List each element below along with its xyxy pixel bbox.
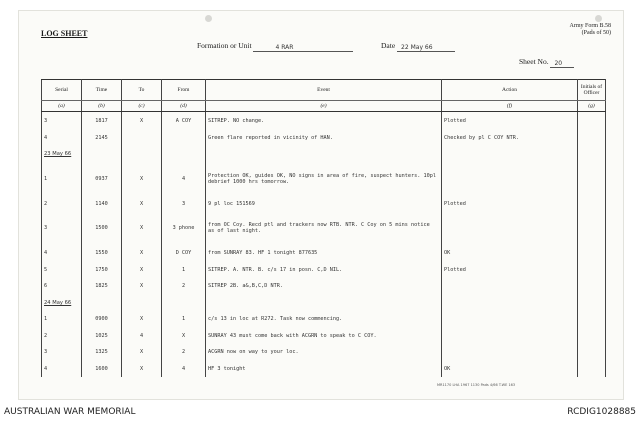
cell-to — [122, 129, 162, 146]
date-heading: 24 May 66 — [44, 299, 72, 306]
cell-time: 1750 — [82, 261, 122, 278]
cell-from: 4 — [162, 360, 206, 377]
cell-to: X — [122, 261, 162, 278]
cell-from: 2 — [162, 278, 206, 295]
cell-action: Plotted — [442, 261, 578, 278]
date-heading: 23 May 66 — [44, 151, 72, 158]
cell-serial: 1 — [42, 162, 82, 195]
cell-action: OK — [442, 245, 578, 262]
cell-initials — [578, 212, 606, 245]
cell-to: X — [122, 360, 162, 377]
cell-time: 2145 — [82, 129, 122, 146]
cell-initials — [578, 327, 606, 344]
cell-serial: 3 — [42, 212, 82, 245]
table-row — [42, 245, 606, 262]
table-header — [42, 80, 606, 101]
cell-time: 1025 — [82, 327, 122, 344]
cell-event: from SUNRAY 83. HF 1 tonight 877635 — [206, 245, 442, 262]
cell-from — [162, 129, 206, 146]
punch-hole — [595, 15, 602, 22]
cell-to: X — [122, 245, 162, 262]
log-table — [41, 79, 606, 377]
cell-time: 0937 — [82, 162, 122, 195]
cell-event: ACGRN now on way to your loc. — [206, 344, 442, 361]
table-row — [42, 261, 606, 278]
cell-to: X — [122, 212, 162, 245]
cell-action — [442, 311, 578, 328]
cell-to: X — [122, 278, 162, 295]
date-row — [42, 146, 606, 163]
punch-hole — [205, 15, 212, 22]
cell-from: 3 phone — [162, 212, 206, 245]
caption-right: RCDIG1028885 — [567, 407, 636, 417]
cell-action: OK — [442, 360, 578, 377]
table-row — [42, 311, 606, 328]
cell-from: 4 — [162, 162, 206, 195]
table-row — [42, 212, 606, 245]
date-row — [42, 294, 606, 311]
cell-to: X — [122, 344, 162, 361]
cell-to: X — [122, 195, 162, 212]
cell-serial: 2 — [42, 327, 82, 344]
column-header: Event — [206, 80, 442, 101]
cell-time: 1825 — [82, 278, 122, 295]
table-row — [42, 129, 606, 146]
column-letter: (g) — [578, 101, 606, 112]
column-letter: (a) — [42, 101, 82, 112]
cell-action — [442, 212, 578, 245]
page-title: LOG SHEET — [41, 29, 88, 38]
cell-event: SITREP. A. NTR. B. c/s 17 in posn. C,D NIL. — [206, 261, 442, 278]
cell-time: 1817 — [82, 112, 122, 130]
cell-initials — [578, 278, 606, 295]
column-letter: (b) — [82, 101, 122, 112]
column-header: Initials of Officer — [578, 80, 606, 101]
cell-initials — [578, 261, 606, 278]
table-row — [42, 195, 606, 212]
table-header-letters — [42, 101, 606, 112]
column-letter: (c) — [122, 101, 162, 112]
cell-action: Checked by pl C COY NTR. — [442, 129, 578, 146]
column-header: Serial — [42, 80, 82, 101]
cell-action — [442, 162, 578, 195]
date-field: Date 22 May 66 — [381, 41, 455, 51]
cell-event: SUNRAY 43 must come back with ACGRN to speak to C COY. — [206, 327, 442, 344]
cell-event: SITREP 2B. a&,B,C,D NTR. — [206, 278, 442, 295]
cell-to: 4 — [122, 327, 162, 344]
cell-action — [442, 278, 578, 295]
cell-event: 9 pl loc 151569 — [206, 195, 442, 212]
cell-to: X — [122, 112, 162, 130]
cell-serial: 5 — [42, 261, 82, 278]
cell-initials — [578, 195, 606, 212]
cell-to: X — [122, 162, 162, 195]
cell-serial: 4 — [42, 360, 82, 377]
cell-action — [442, 344, 578, 361]
cell-to: X — [122, 311, 162, 328]
cell-serial: 2 — [42, 195, 82, 212]
cell-action: Plotted — [442, 195, 578, 212]
cell-serial: 6 — [42, 278, 82, 295]
cell-event: HF 3 tonight — [206, 360, 442, 377]
log-sheet-page — [18, 10, 624, 400]
cell-serial: 3 — [42, 344, 82, 361]
cell-initials — [578, 112, 606, 130]
cell-initials — [578, 344, 606, 361]
table-row — [42, 327, 606, 344]
cell-initials — [578, 162, 606, 195]
cell-from: 1 — [162, 311, 206, 328]
cell-from: 2 — [162, 344, 206, 361]
log-entries — [42, 112, 606, 378]
print-line: MR1170 LHA 1967 1130 Pads 4/66 T.WE 163 — [437, 383, 516, 387]
table-row — [42, 360, 606, 377]
cell-event: SITREP. NO change. — [206, 112, 442, 130]
cell-serial: 4 — [42, 129, 82, 146]
column-header: Action — [442, 80, 578, 101]
table-row — [42, 162, 606, 195]
column-header: To — [122, 80, 162, 101]
cell-serial: 4 — [42, 245, 82, 262]
army-form-label: Army Form B.58 (Pads of 50) — [569, 23, 611, 36]
cell-time: 1140 — [82, 195, 122, 212]
column-header: From — [162, 80, 206, 101]
column-letter: (e) — [206, 101, 442, 112]
cell-serial: 1 — [42, 311, 82, 328]
cell-from: D COY — [162, 245, 206, 262]
column-letter: (f) — [442, 101, 578, 112]
formation-field: Formation or Unit 4 RAR — [197, 41, 353, 51]
cell-action — [442, 327, 578, 344]
cell-event: c/s 13 in loc at R272. Task now commencing. — [206, 311, 442, 328]
cell-event: Green flare reported in vicinity of HAN. — [206, 129, 442, 146]
cell-from: A COY — [162, 112, 206, 130]
cell-event: from OC Coy. Recd ptl and trackers now RTB. NTR. C Coy on 5 mins notice as of last night. — [206, 212, 442, 245]
cell-serial: 3 — [42, 112, 82, 130]
cell-initials — [578, 245, 606, 262]
cell-from: X — [162, 327, 206, 344]
caption-left: AUSTRALIAN WAR MEMORIAL — [4, 407, 136, 417]
column-letter: (d) — [162, 101, 206, 112]
cell-time: 1600 — [82, 360, 122, 377]
cell-action: Plotted — [442, 112, 578, 130]
sheet-number-field: Sheet No. 20 — [519, 57, 574, 67]
table-row — [42, 112, 606, 130]
cell-event: Protection OK, guides OK, NO signs in area of fire, suspect hunters. 10pl debrief 1000 hrs tomorrow. — [206, 162, 442, 195]
cell-time: 1325 — [82, 344, 122, 361]
cell-initials — [578, 311, 606, 328]
cell-from: 3 — [162, 195, 206, 212]
cell-initials — [578, 129, 606, 146]
cell-time: 1500 — [82, 212, 122, 245]
cell-time: 1550 — [82, 245, 122, 262]
cell-from: 1 — [162, 261, 206, 278]
cell-time: 0900 — [82, 311, 122, 328]
cell-initials — [578, 360, 606, 377]
table-row — [42, 278, 606, 295]
table-row — [42, 344, 606, 361]
column-header: Time — [82, 80, 122, 101]
